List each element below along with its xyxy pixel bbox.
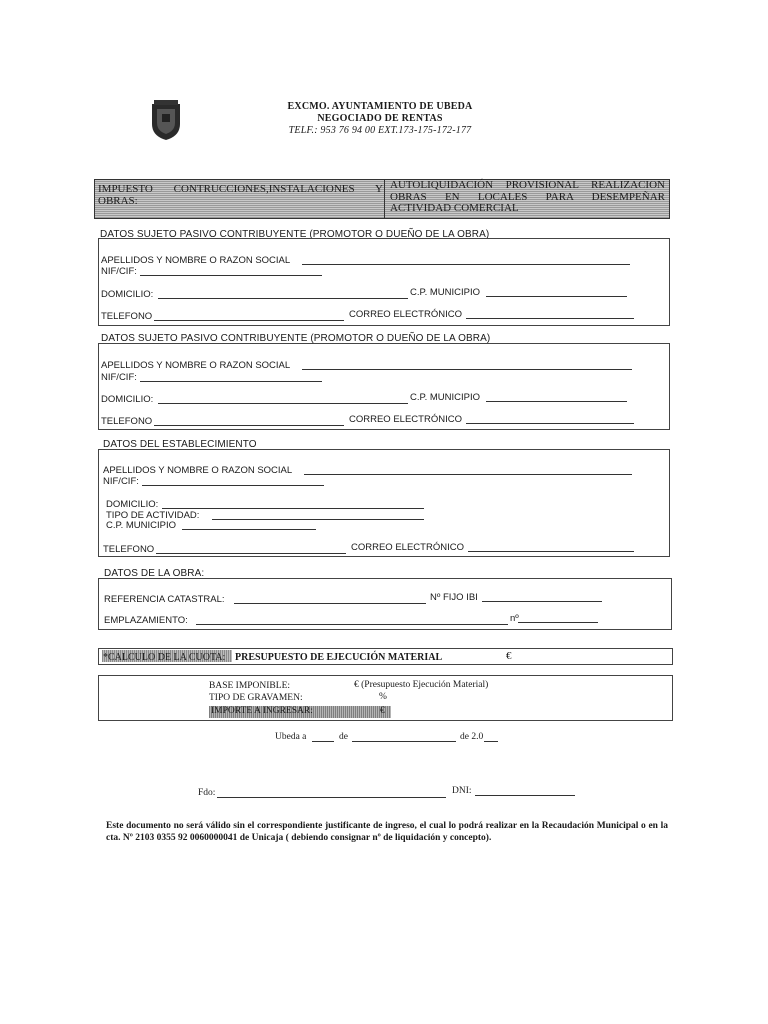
dni-label: DNI:	[452, 786, 472, 796]
s2-correo-field[interactable]	[466, 423, 634, 424]
day-field[interactable]	[312, 741, 334, 742]
s1-correo-label: CORREO ELECTRÓNICO	[349, 309, 462, 320]
header-line1: EXCMO. AYUNTAMIENTO DE UBEDA	[287, 101, 473, 112]
importe-value: €	[380, 706, 385, 716]
s4-fijo-label: Nº FIJO IBI	[430, 592, 478, 603]
s3-actividad-label: TIPO DE ACTIVIDAD:	[106, 510, 200, 521]
s2-cp-label: C.P. MUNICIPIO	[410, 392, 481, 403]
section2-label: DATOS SUJETO PASIVO CONTRIBUYENTE (PROMOTOR O DUEÑO DE LA OBRA)	[101, 333, 491, 344]
s3-cp-field[interactable]	[182, 529, 316, 530]
s2-nif-label: NIF/CIF:	[101, 372, 137, 383]
s3-telefono-field[interactable]	[156, 553, 346, 554]
de1-label: de	[339, 732, 348, 742]
calculo-label: *CALCULO DE LA CUOTA:	[103, 652, 226, 663]
s3-telefono-label: TELEFONO	[103, 544, 155, 555]
calculo-euro: €	[506, 650, 512, 662]
year-field[interactable]	[484, 741, 498, 742]
title-right-line1: AUTOLIQUIDACIÓN PROVISIONAL REALIZACION	[390, 179, 665, 191]
month-field[interactable]	[352, 741, 456, 742]
s1-name-label: APELLIDOS Y NOMBRE O RAZON SOCIAL	[101, 255, 291, 266]
s4-emplazamiento-field[interactable]	[196, 624, 508, 625]
s1-domicilio-label: DOMICILIO:	[101, 289, 154, 300]
base-value: € (Presupuesto Ejecución Material)	[354, 680, 489, 690]
section3-label: DATOS DEL ESTABLECIMIENTO	[103, 439, 257, 450]
s3-name-label: APELLIDOS Y NOMBRE O RAZON SOCIAL	[103, 465, 293, 476]
footer-note: Este documento no será válido sin el correspondiente justificante de ingreso, el cual lo podrá realizar en la Recaudación Municipal o en la cta. Nº 2103 0355 92 0060000041 de Unicaja ( debiendo consignar nº de liquidación y concepto).	[106, 821, 668, 843]
header-line2: NEGOCIADO DE RENTAS	[317, 113, 443, 124]
s3-domicilio-label: DOMICILIO:	[106, 499, 159, 510]
title-right-line2: OBRAS EN LOCALES PARA DESEMPEÑAR	[390, 190, 665, 203]
header	[260, 101, 500, 137]
s1-nif-label: NIF/CIF:	[101, 266, 137, 277]
s3-domicilio-field[interactable]	[162, 508, 424, 509]
fdo-label: Fdo:	[198, 788, 216, 798]
s2-nif-field[interactable]	[140, 381, 322, 382]
s2-domicilio-field[interactable]	[158, 403, 408, 404]
section1-label: DATOS SUJETO PASIVO CONTRIBUYENTE (PROMOTOR O DUEÑO DE LA OBRA)	[100, 229, 490, 240]
s4-numero-label: nº	[510, 613, 519, 624]
s3-correo-label: CORREO ELECTRÓNICO	[351, 542, 464, 553]
base-label: BASE IMPONIBLE:	[209, 681, 291, 691]
s2-telefono-label: TELEFONO	[101, 416, 153, 427]
s2-name-field[interactable]	[302, 369, 632, 370]
s2-name-label: APELLIDOS Y NOMBRE O RAZON SOCIAL	[101, 360, 291, 371]
s4-referencia-field[interactable]	[234, 603, 426, 604]
s1-correo-field[interactable]	[466, 318, 634, 319]
s3-name-field[interactable]	[304, 474, 632, 475]
s3-nif-label: NIF/CIF:	[103, 476, 139, 487]
s3-actividad-field[interactable]	[212, 519, 424, 520]
s1-name-field[interactable]	[302, 264, 630, 265]
s1-nif-field[interactable]	[140, 275, 322, 276]
s1-telefono-field[interactable]	[154, 320, 344, 321]
header-phone: TELF.: 953 76 94 00 EXT.173-175-172-177	[288, 125, 472, 136]
title-left: IMPUESTO CONTRUCCIONES,INSTALACIONES Y OBRAS:	[98, 183, 383, 207]
s4-emplazamiento-label: EMPLAZAMIENTO:	[104, 615, 188, 626]
s2-telefono-field[interactable]	[154, 425, 344, 426]
s3-nif-field[interactable]	[142, 485, 324, 486]
fdo-field[interactable]	[217, 797, 446, 798]
de2-label: de 2.0	[460, 732, 484, 742]
dni-field[interactable]	[475, 795, 575, 796]
s1-cp-label: C.P. MUNICIPIO	[410, 287, 481, 298]
s1-telefono-label: TELEFONO	[101, 311, 153, 322]
s2-correo-label: CORREO ELECTRÓNICO	[349, 414, 462, 425]
title-divider	[384, 179, 385, 218]
s4-numero-field[interactable]	[518, 622, 598, 623]
s1-domicilio-field[interactable]	[158, 298, 408, 299]
s1-cp-field[interactable]	[486, 296, 627, 297]
presupuesto-label: PRESUPUESTO DE EJECUCIÓN MATERIAL	[235, 652, 443, 663]
s3-cp-label: C.P. MUNICIPIO	[106, 520, 177, 531]
ubeda-label: Ubeda a	[275, 732, 307, 742]
importe-label: IMPORTE A INGRESAR:	[211, 706, 313, 716]
tipo-label: TIPO DE GRAVAMEN:	[209, 693, 303, 703]
s2-domicilio-label: DOMICILIO:	[101, 394, 154, 405]
title-right-line3: ACTIVIDAD COMERCIAL	[390, 202, 519, 214]
coat-of-arms-logo	[148, 100, 184, 142]
title-right	[390, 180, 665, 215]
s3-correo-field[interactable]	[468, 551, 634, 552]
tipo-value: %	[379, 692, 387, 702]
s4-referencia-label: REFERENCIA CATASTRAL:	[104, 594, 225, 605]
s4-fijo-field[interactable]	[482, 601, 602, 602]
section4-label: DATOS DE LA OBRA:	[104, 568, 205, 579]
s2-cp-field[interactable]	[486, 401, 627, 402]
